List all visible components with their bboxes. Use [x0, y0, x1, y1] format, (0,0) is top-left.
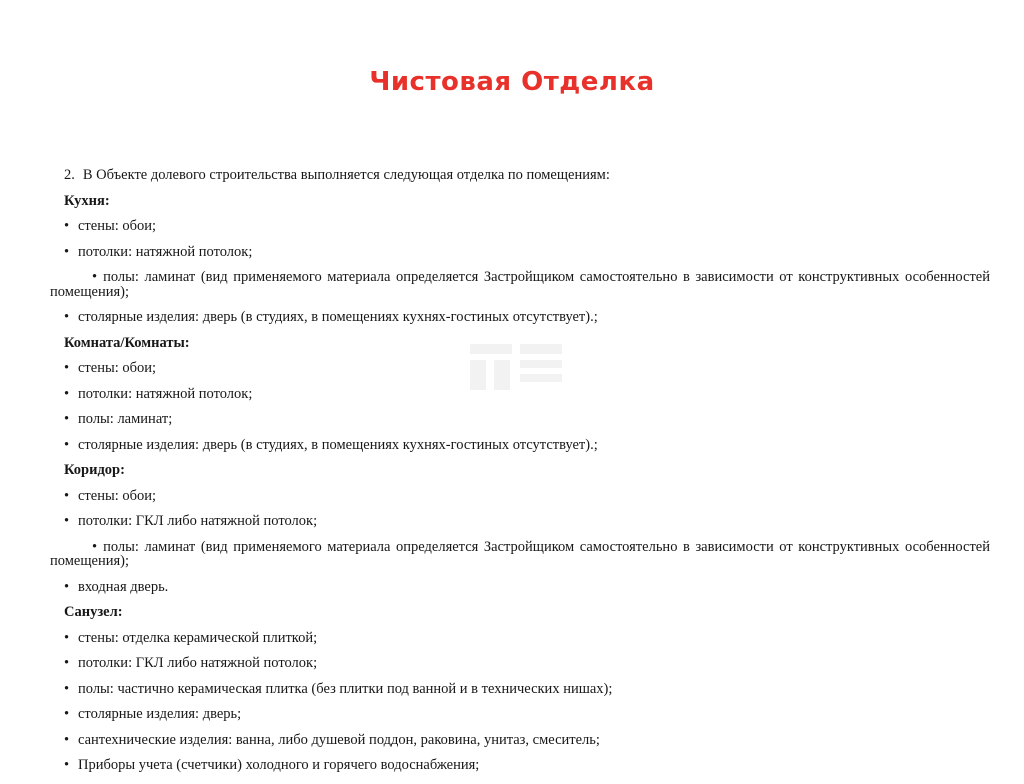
intro-paragraph — [36, 168, 990, 183]
list-item — [36, 514, 990, 529]
intro-number: 2. — [64, 167, 75, 183]
list-item-text: Приборы учета (счетчики) холодного и горячего водоснабжения; — [78, 757, 480, 773]
bullet-icon: • — [64, 243, 70, 260]
bullet-icon: • — [64, 757, 70, 773]
section-heading-corridor: Коридор: — [64, 462, 125, 478]
list-item-text: полы: ламинат; — [78, 411, 173, 427]
bullet-icon: • — [64, 680, 70, 697]
list-item — [36, 270, 990, 299]
list-item-body: полы: ламинат (вид применяемого материала определяется Застройщиком самостоятельно в зависимости от конструктивных особенностей помещения); — [50, 538, 990, 569]
bullet-icon: • — [92, 269, 98, 285]
list-item-text: стены: обои; — [78, 360, 157, 376]
list-item-text: входная дверь. — [78, 578, 169, 595]
list-item-text: потолки: ГКЛ либо натяжной потолок; — [78, 513, 318, 529]
bullet-icon: • — [64, 436, 70, 453]
list-item — [36, 489, 990, 504]
bullet-icon: • — [64, 578, 70, 595]
list-item — [36, 387, 990, 402]
bullet-icon: • — [92, 538, 98, 555]
bullet-icon: • — [64, 629, 70, 646]
list-item-text: потолки: ГКЛ либо натяжной потолок; — [78, 655, 318, 671]
bullet-icon: • — [64, 706, 70, 722]
section-heading-bathroom: Санузел: — [64, 604, 123, 620]
list-item-text: столярные изделия: дверь; — [78, 706, 242, 722]
bullet-icon: • — [64, 309, 70, 325]
bullet-icon: • — [64, 218, 70, 234]
list-item-text: потолки: натяжной потолок; — [78, 243, 253, 260]
list-item — [36, 219, 990, 234]
list-item-text: стены: обои; — [78, 218, 157, 234]
section-heading-room: Комната/Комнаты: — [64, 334, 190, 351]
list-item — [36, 438, 990, 453]
intro-text: В Объекте долевого строительства выполняется следующая отделка по помещениям: — [82, 167, 610, 183]
list-item-text: сантехнические изделия: ванна, либо душевой поддон, раковина, унитаз, смеситель; — [78, 731, 600, 748]
list-item-text: стены: отделка керамической плиткой; — [78, 629, 318, 646]
list-item — [36, 361, 990, 376]
bullet-icon: • — [64, 513, 70, 529]
list-item-text — [36, 540, 990, 569]
list-item — [36, 412, 990, 427]
list-item — [36, 631, 990, 646]
page-title: Чистовая Отделка — [369, 67, 655, 97]
list-item-text: столярные изделия: дверь (в студиях, в помещениях кухнях-гостиных отсутствует).; — [78, 436, 598, 453]
list-item-text: потолки: натяжной потолок; — [78, 385, 253, 402]
bullet-icon: • — [64, 487, 70, 504]
bullet-icon: • — [64, 655, 70, 671]
list-item-text: стены: обои; — [78, 487, 157, 504]
list-item-body: полы: ламинат (вид применяемого материала определяется Застройщиком самостоятельно в зависимости от конструктивных особенностей помещения); — [50, 269, 990, 300]
list-item — [36, 540, 990, 569]
bullet-icon: • — [64, 411, 70, 427]
bullet-icon: • — [64, 731, 70, 748]
list-item — [36, 580, 990, 595]
list-item — [36, 733, 990, 748]
list-item-text — [36, 270, 990, 299]
document-body — [36, 168, 990, 784]
list-item — [36, 758, 990, 773]
list-item-text: столярные изделия: дверь (в студиях, в помещениях кухнях-гостиных отсутствует).; — [78, 309, 598, 325]
list-item — [36, 682, 990, 697]
list-item — [36, 245, 990, 260]
bullet-icon: • — [64, 360, 70, 376]
list-item — [36, 656, 990, 671]
bullet-icon: • — [64, 385, 70, 402]
section-heading-kitchen: Кухня: — [64, 192, 110, 209]
list-item-text: полы: частично керамическая плитка (без плитки под ванной и в технических нишах); — [78, 680, 613, 697]
list-item — [36, 310, 990, 325]
list-item — [36, 707, 990, 722]
